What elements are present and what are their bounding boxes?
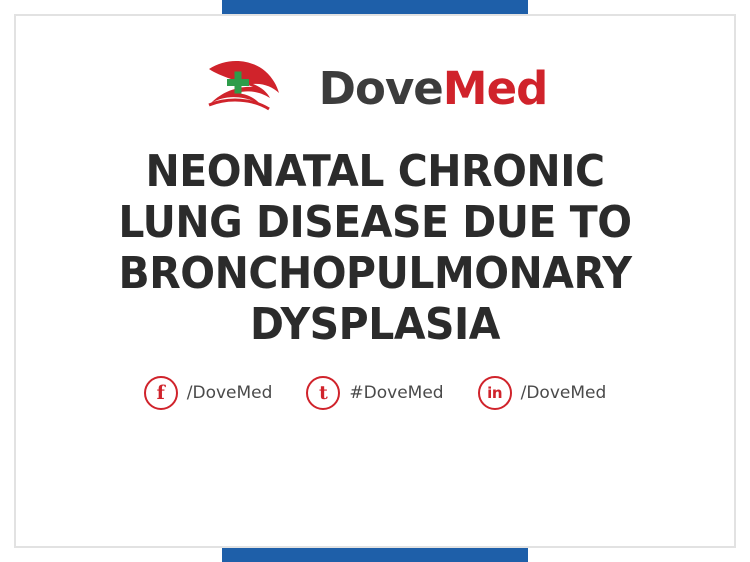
twitter-handle: #DoveMed — [349, 383, 444, 404]
brand-wordmark-med: Med — [442, 61, 548, 115]
twitter-icon: t — [306, 376, 340, 410]
linkedin-handle: /DoveMed — [520, 383, 607, 404]
card-frame — [14, 14, 736, 548]
facebook-handle: /DoveMed — [186, 383, 273, 404]
linkedin-icon: in — [478, 376, 512, 410]
social-links — [144, 376, 607, 410]
brand-wordmark — [318, 61, 548, 115]
facebook-icon: f — [144, 376, 178, 410]
page-title: NEONATAL CHRONIC LUNG DISEASE DUE TO BRONCHOPULMONARY DYSPLASIA — [118, 146, 632, 351]
brand-wordmark-dove: Dove — [318, 61, 443, 115]
social-link-facebook[interactable] — [144, 376, 273, 410]
social-link-linkedin[interactable] — [478, 376, 607, 410]
dove-plus-logo-icon — [203, 53, 311, 123]
brand-logo — [203, 52, 548, 124]
social-link-twitter[interactable] — [306, 376, 443, 410]
